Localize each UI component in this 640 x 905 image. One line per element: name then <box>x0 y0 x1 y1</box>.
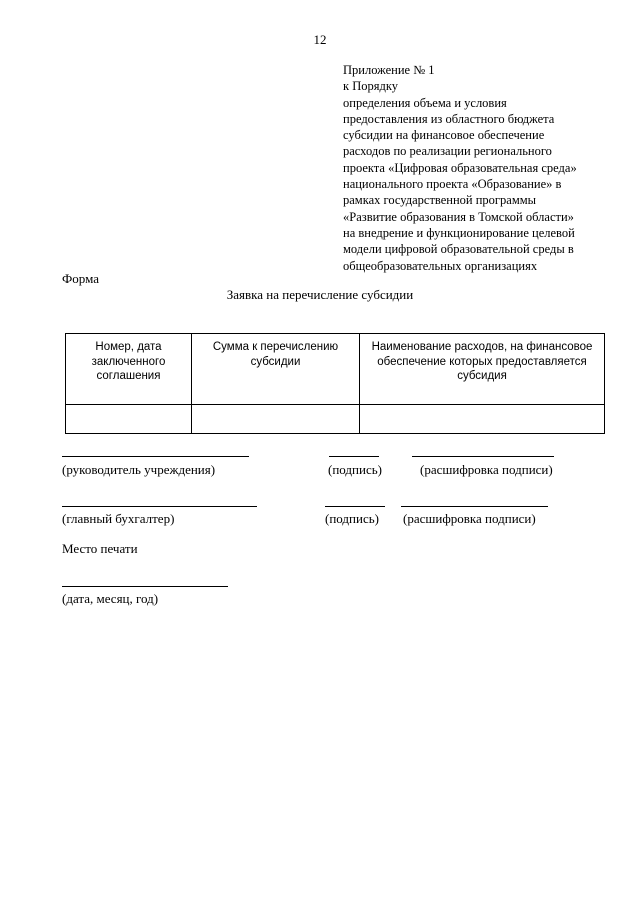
appendix-line: к Порядку <box>343 79 398 94</box>
head-decode-caption: (расшифровка подписи) <box>420 462 553 477</box>
header-line: заключенного <box>91 355 166 368</box>
appendix-line: предоставления из областного бюджета <box>343 111 555 126</box>
table-row <box>66 405 605 434</box>
table-header-row <box>66 334 605 405</box>
appendix-line: расходов по реализации регионального <box>343 144 552 159</box>
accountant-decode-caption: (расшифровка подписи) <box>403 511 536 526</box>
header-line: Сумма к перечислению <box>212 341 339 353</box>
head-decode-line <box>412 456 554 457</box>
header-agreement <box>66 334 192 405</box>
appendix-line: на внедрение и функционирование целевой <box>343 225 575 240</box>
appendix-line: Приложение № 1 <box>343 63 435 77</box>
form-label: Форма <box>62 271 99 286</box>
form-title: Заявка на перечисление субсидии <box>226 287 414 302</box>
application-table <box>65 333 605 434</box>
page-number: 12 <box>313 32 327 47</box>
header-line: соглашения <box>96 370 161 382</box>
head-caption: (руководитель учреждения) <box>62 462 216 477</box>
table-cell-expenses[interactable] <box>360 405 605 434</box>
date-line <box>62 586 228 587</box>
accountant-sign-line <box>325 506 385 507</box>
stamp-caption: Место печати <box>62 541 138 556</box>
accountant-sign-caption: (подпись) <box>325 511 379 526</box>
appendix-line: проекта «Цифровая образовательная среда» <box>343 160 577 175</box>
header-line: Наименование расходов, на финансовое <box>371 341 593 353</box>
appendix-line: рамках государственной программы <box>343 193 537 208</box>
accountant-signature-line <box>62 506 257 507</box>
appendix-line: «Развитие образования в Томской области» <box>343 209 574 224</box>
header-line: обеспечение которых предоставляется <box>377 355 587 368</box>
header-expenses <box>360 334 605 405</box>
head-sign-caption: (подпись) <box>328 462 382 477</box>
header-amount <box>192 334 360 405</box>
appendix-line: национального проекта «Образование» в <box>343 177 562 192</box>
table-cell-agreement[interactable] <box>66 405 192 434</box>
head-signature-line <box>62 456 249 457</box>
accountant-decode-line <box>401 506 548 507</box>
header-line: Номер, дата <box>95 341 162 353</box>
appendix-block <box>343 62 618 274</box>
appendix-line: определения объема и условия <box>343 95 507 110</box>
appendix-line: модели цифровой образовательной среды в <box>343 242 574 257</box>
header-line: субсидия <box>457 370 507 382</box>
date-caption: (дата, месяц, год) <box>62 591 159 606</box>
appendix-line: субсидии на финансовое обеспечение <box>343 128 545 143</box>
header-line: субсидии <box>250 355 301 368</box>
table-cell-amount[interactable] <box>192 405 360 434</box>
head-sign-line <box>329 456 379 457</box>
appendix-line: общеобразовательных организациях <box>343 258 538 273</box>
accountant-caption: (главный бухгалтер) <box>62 511 175 526</box>
